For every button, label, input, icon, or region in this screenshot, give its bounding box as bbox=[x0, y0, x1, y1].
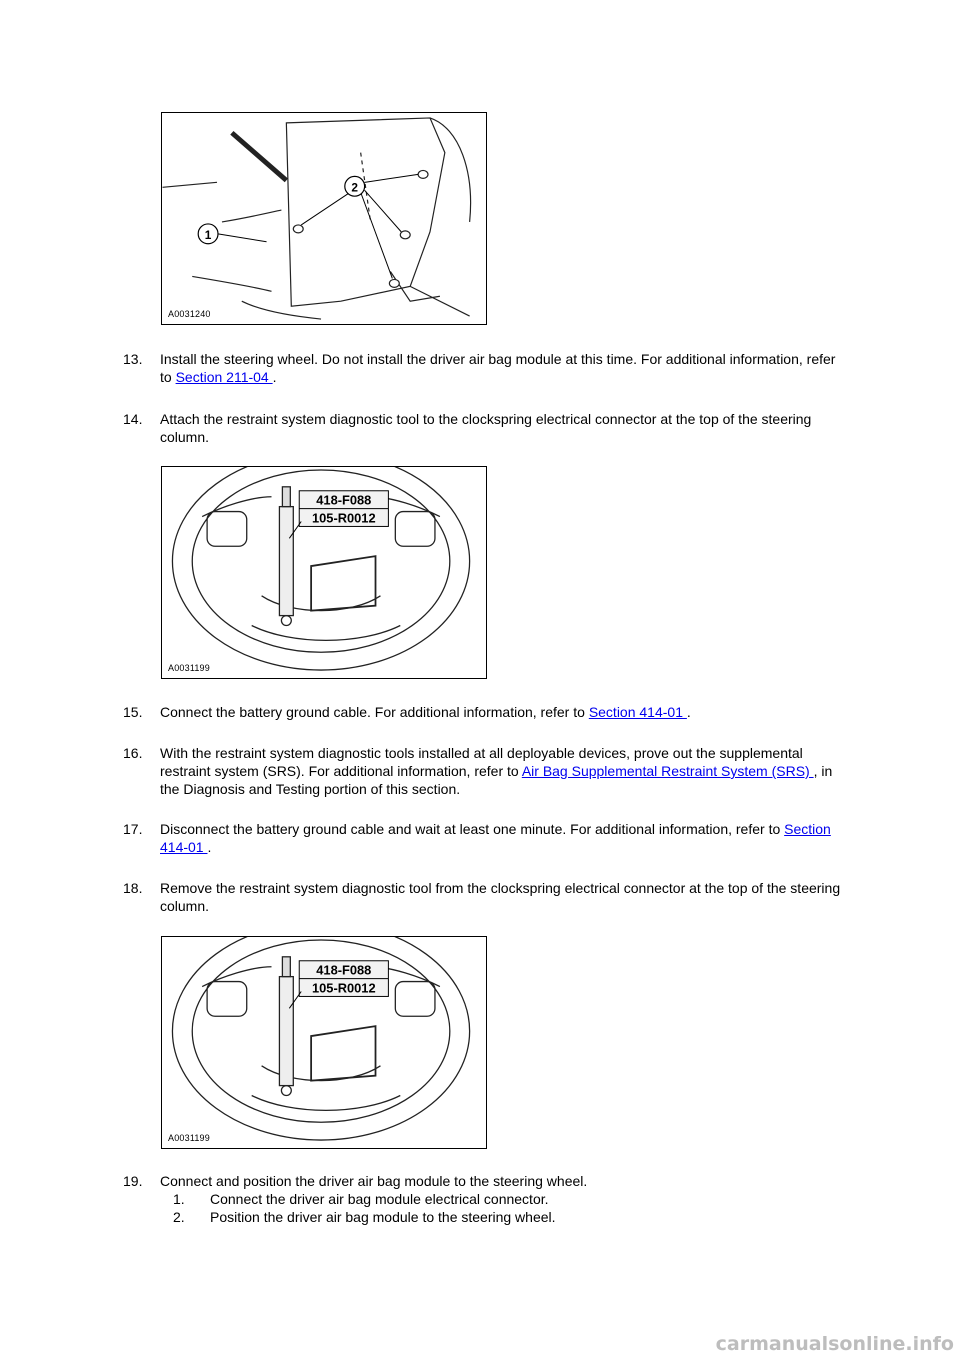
step-text: Install the steering wheel. Do not install the driver air bag module at this time. For additional information, refer to Section 211-04 . bbox=[160, 351, 836, 385]
step-number: 17. bbox=[123, 821, 143, 837]
step-number: 19. bbox=[123, 1173, 143, 1189]
tool-label-418-f088: 418-F088 bbox=[316, 492, 372, 508]
figure-id: A0031240 bbox=[168, 309, 211, 319]
step-number: 15. bbox=[123, 704, 143, 720]
step-text: Attach the restraint system diagnostic tool to the clockspring electrical connector at the top of the steering column. bbox=[160, 411, 812, 445]
step-16 bbox=[123, 744, 843, 798]
step-number: 18. bbox=[123, 880, 143, 896]
figure-steering-wheel-tool bbox=[161, 466, 487, 679]
step-text: Connect the battery ground cable. For additional information, refer to Section 414-01 . bbox=[160, 704, 691, 720]
step-15 bbox=[123, 703, 843, 721]
step-14 bbox=[123, 410, 843, 446]
substep-number: 2. bbox=[173, 1209, 185, 1225]
step-text: With the restraint system diagnostic tools installed at all deployable devices, prove out the supplemental restraint system (SRS). For additional information, refer to Air Bag Supplemental Restraint System (SRS) , in the Diagnosis and Testing portion of this section. bbox=[160, 745, 833, 797]
watermark: carmanualsonline.info bbox=[715, 1333, 954, 1355]
step-13 bbox=[123, 350, 843, 386]
section-414-01-link[interactable]: Section 414-01 bbox=[160, 821, 831, 855]
step-text: Remove the restraint system diagnostic tool from the clockspring electrical connector at the top of the steering column. bbox=[160, 880, 841, 914]
step-18 bbox=[123, 879, 843, 915]
section-211-04-link[interactable]: Section 211-04 bbox=[175, 369, 273, 385]
figure-id: A0031199 bbox=[168, 1133, 210, 1143]
substep-text: Connect the driver air bag module electrical connector. bbox=[210, 1191, 549, 1207]
callout-2: 2 bbox=[351, 180, 359, 195]
figure-steering-wheel-tool-repeat bbox=[161, 936, 487, 1149]
air-bag-srs-link[interactable]: Air Bag Supplemental Restraint System (SRS) bbox=[521, 763, 814, 779]
step-text: Disconnect the battery ground cable and wait at least one minute. For additional information, refer to Section 414-01 . bbox=[160, 821, 831, 855]
step-number: 14. bbox=[123, 411, 143, 427]
figure-column-shroud bbox=[161, 112, 487, 325]
section-414-01-link[interactable]: Section 414-01 bbox=[588, 704, 687, 720]
callout-1: 1 bbox=[204, 227, 212, 242]
steering-wheel-illustration bbox=[162, 937, 486, 1148]
substep-text: Position the driver air bag module to the steering wheel. bbox=[210, 1209, 556, 1225]
step-17 bbox=[123, 820, 843, 856]
tool-label-105-r0012: 105-R0012 bbox=[311, 510, 376, 526]
figure-id: A0031199 bbox=[168, 663, 210, 673]
step-number: 13. bbox=[123, 351, 143, 367]
substep-1 bbox=[173, 1190, 843, 1208]
step-19 bbox=[123, 1172, 843, 1226]
steering-wheel-illustration bbox=[162, 467, 486, 678]
step-text: Connect and position the driver air bag module to the steering wheel. bbox=[160, 1173, 588, 1189]
substep-2 bbox=[173, 1208, 843, 1226]
step-number: 16. bbox=[123, 745, 143, 761]
tool-label-418-f088: 418-F088 bbox=[316, 962, 372, 978]
tool-label-105-r0012: 105-R0012 bbox=[311, 980, 376, 996]
substep-number: 1. bbox=[173, 1191, 185, 1207]
shroud-illustration bbox=[162, 113, 486, 324]
